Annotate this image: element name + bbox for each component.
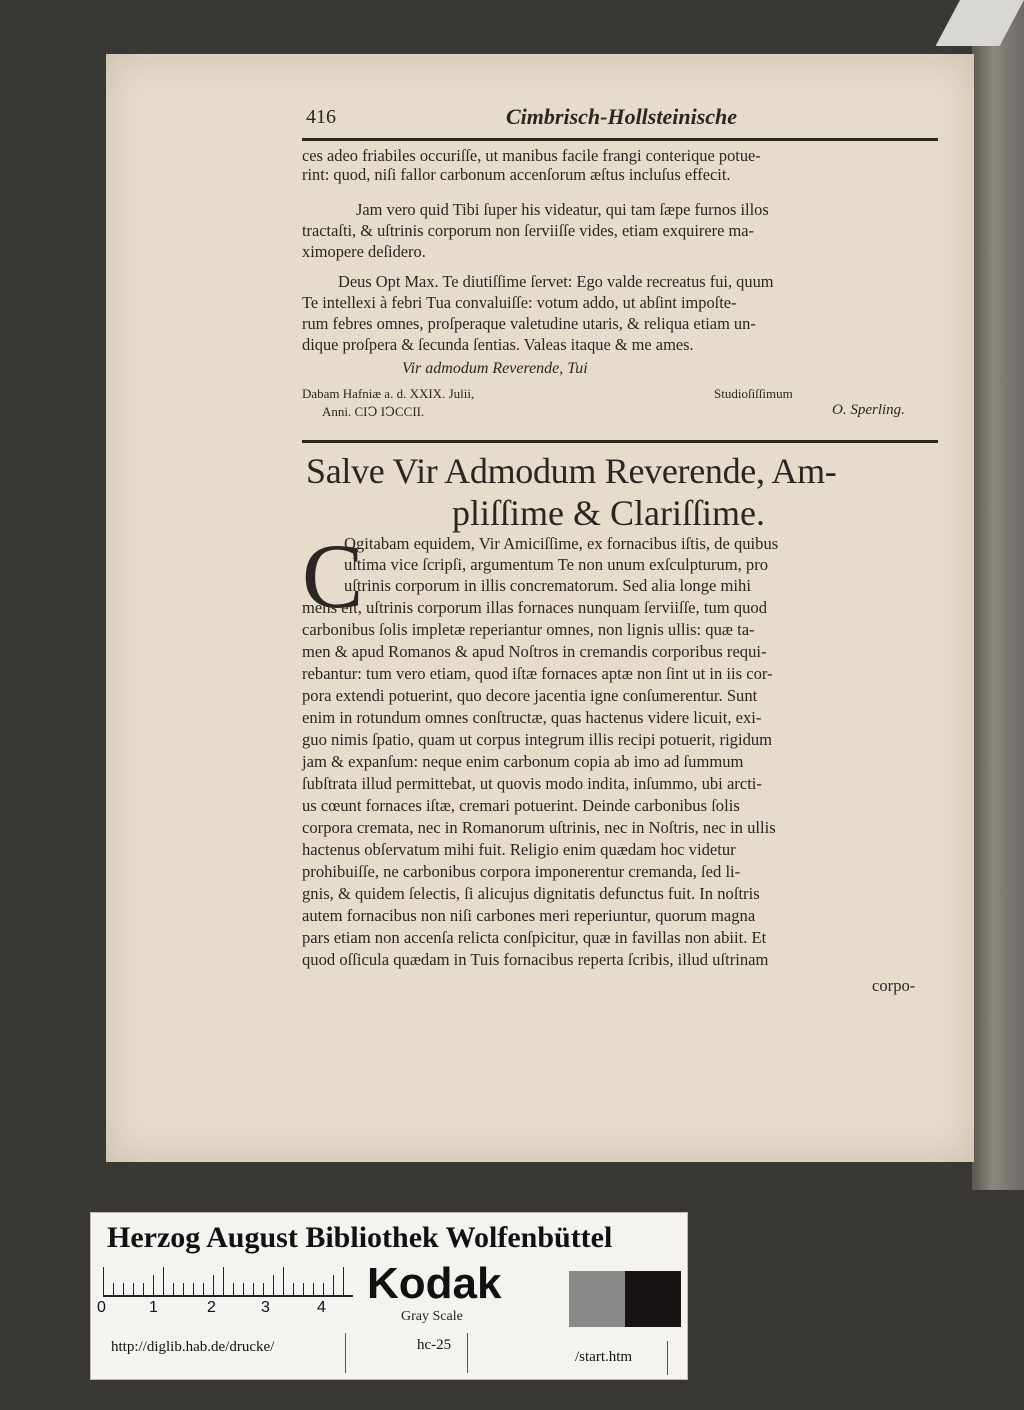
ruler-tick <box>343 1267 344 1295</box>
salutation: Vir admodum Reverende, Tui <box>402 360 588 377</box>
page-number: 416 <box>306 106 336 128</box>
ruler-number: 4 <box>317 1299 326 1316</box>
letter-line: dique proſpera & ſecunda ſentias. Valeas itaque & me ames. <box>302 335 694 354</box>
ruler-tick <box>143 1283 144 1295</box>
ruler-tick <box>323 1283 324 1295</box>
letter-line: Jam vero quid Tibi ſuper his videatur, qui tam ſæpe furnos illos <box>356 200 769 219</box>
ruler-tick <box>303 1283 304 1295</box>
ruler-number: 3 <box>261 1299 270 1316</box>
header-rule <box>302 138 938 141</box>
ruler-tick <box>183 1283 184 1295</box>
section-rule <box>302 440 938 443</box>
date-line: Dabam Hafniæ a. d. XXIX. Julii, <box>302 386 475 401</box>
start-path: /start.htm <box>575 1349 633 1365</box>
letter-line: rum febres omnes, proſperaque valetudine utaris, & reliqua etiam un- <box>302 314 756 333</box>
ruler-tick <box>193 1283 194 1295</box>
ruler-tick <box>133 1283 134 1295</box>
body-line: ultima vice ſcripſi, argumentum Te non unum exſculpturum, pro <box>344 555 769 574</box>
signature: O. Sperling. <box>832 402 905 418</box>
body-line: prohibuiſſe, ne carbonibus corpora imponerentur cremanda, ſed li- <box>302 862 741 881</box>
shelfmark: hc-25 <box>417 1337 452 1353</box>
body-line: pora extendi potuerint, quo decore jacentia igne conſumerentur. Sunt <box>302 686 758 705</box>
black-swatch <box>625 1271 681 1327</box>
body-line: jam & expanſum: neque enim carbonum copia ab imo ad ſummum <box>302 752 744 771</box>
ruler-tick <box>313 1283 314 1295</box>
body-line: ſubſtrata illud permittebat, ut quovis modo indita, inſummo, ubi arcti- <box>302 774 762 793</box>
gray-swatch <box>569 1271 625 1327</box>
ruler-tick <box>203 1283 204 1295</box>
divider <box>345 1333 346 1373</box>
letter-line: ces adeo friabiles occuriſſe, ut manibus facile frangi conterique potue- <box>302 146 761 165</box>
ruler-tick <box>103 1267 104 1295</box>
ruler-tick <box>213 1275 214 1295</box>
body-line: autem fornacibus non niſi carbones meri reperiuntur, quorum magna <box>302 906 756 925</box>
body-line: men & apud Romanos & apud Noſtros in cremandis corporibus requi- <box>302 642 767 661</box>
catchword: corpo- <box>872 976 916 995</box>
section-heading: pliſſime & Clariſſime. <box>452 493 765 533</box>
ruler-number: 1 <box>149 1299 158 1316</box>
ruler-tick <box>243 1283 244 1295</box>
divider <box>467 1333 468 1373</box>
section-heading: Salve Vir Admodum Reverende, Am- <box>306 451 837 491</box>
letter-line: ximopere deſidero. <box>302 242 426 261</box>
library-url: http://diglib.hab.de/drucke/ <box>111 1339 275 1355</box>
ruler-tick <box>123 1283 124 1295</box>
letter-line: rint: quod, niſi fallor carbonum accenſorum æſtus incluſus effecit. <box>302 165 731 184</box>
book-page <box>106 54 974 1162</box>
divider <box>667 1341 668 1375</box>
body-line: rebantur: tum vero etiam, quod iſtæ fornaces aptæ non ſint ut in iis cor- <box>302 664 773 683</box>
ruler <box>103 1267 353 1297</box>
ruler-tick <box>113 1283 114 1295</box>
ruler-tick <box>283 1267 284 1295</box>
ruler-tick <box>223 1267 224 1295</box>
library-name: Herzog August Bibliothek Wolfenbüttel <box>107 1221 613 1254</box>
body-line: carbonibus ſolis impletæ reperiantur omnes, non lignis ullis: quæ ta- <box>302 620 755 639</box>
ruler-tick <box>173 1283 174 1295</box>
drop-cap: C <box>302 525 364 627</box>
closing: Studioſiſſimum <box>714 386 793 401</box>
letter-line: Te intellexi à febri Tua convaluiſſe: votum addo, ut abſint impoſte- <box>302 293 737 312</box>
body-line: mens eſt, uſtrinis corporum illas fornaces nunquam ſerviiſſe, tum quod <box>302 598 767 617</box>
letter-line: tractaſti, & uſtrinis corporum non ſerviiſſe vides, etiam exquirere ma- <box>302 221 754 240</box>
body-line: gnis, & quidem ſelectis, ſi alicujus dignitatis defunctus fuit. In noſtris <box>302 884 760 903</box>
date-line: Anni. CIↃ IↃCCII. <box>322 404 425 419</box>
gray-scale-label: Gray Scale <box>401 1309 463 1324</box>
body-line: pars etiam non accenſa relicta conſpicitur, quæ in favillas non abiit. Et <box>302 928 767 947</box>
scanner-edge <box>972 0 1024 1190</box>
ruler-tick <box>273 1275 274 1295</box>
body-line: Ogitabam equidem, Vir Amiciſſime, ex fornacibus iſtis, de quibus <box>344 534 779 553</box>
ruler-tick <box>293 1283 294 1295</box>
ruler-tick <box>163 1267 164 1295</box>
body-line: enim in rotundum omnes conſtructæ, quas hactenus videre licuit, exi- <box>302 708 762 727</box>
ruler-number: 2 <box>207 1299 216 1316</box>
body-line: us cœunt fornaces iſtæ, cremari potuerint. Deinde carbonibus ſolis <box>302 796 740 815</box>
body-line: uſtrinis corporum in illis concrematorum. Sed alia longe mihi <box>344 576 751 595</box>
body-line: corpora cremata, nec in Romanorum uſtrinis, nec in Noſtris, nec in ullis <box>302 818 776 837</box>
letter-line: Deus Opt Max. Te diutiſſime ſervet: Ego valde recreatus fui, quum <box>338 272 774 291</box>
ruler-tick <box>263 1283 264 1295</box>
ruler-tick <box>233 1283 234 1295</box>
ruler-tick <box>253 1283 254 1295</box>
ruler-tick <box>153 1275 154 1295</box>
ruler-number: 0 <box>97 1299 106 1316</box>
body-line: quod oſſicula quædam in Tuis fornacibus reperta ſcribis, illud uſtrinam <box>302 950 769 969</box>
body-line: hactenus obſervatum mihi fuit. Religio enim quædam hoc videtur <box>302 840 736 859</box>
body-line: guo nimis ſpatio, quam ut corpus integrum illis recipi potuerit, rigidum <box>302 730 773 749</box>
kodak-logo: Kodak <box>367 1259 502 1308</box>
running-title: Cimbrisch-Hollsteinische <box>506 104 738 129</box>
ruler-tick <box>333 1275 334 1295</box>
color-target-card <box>90 1212 688 1380</box>
